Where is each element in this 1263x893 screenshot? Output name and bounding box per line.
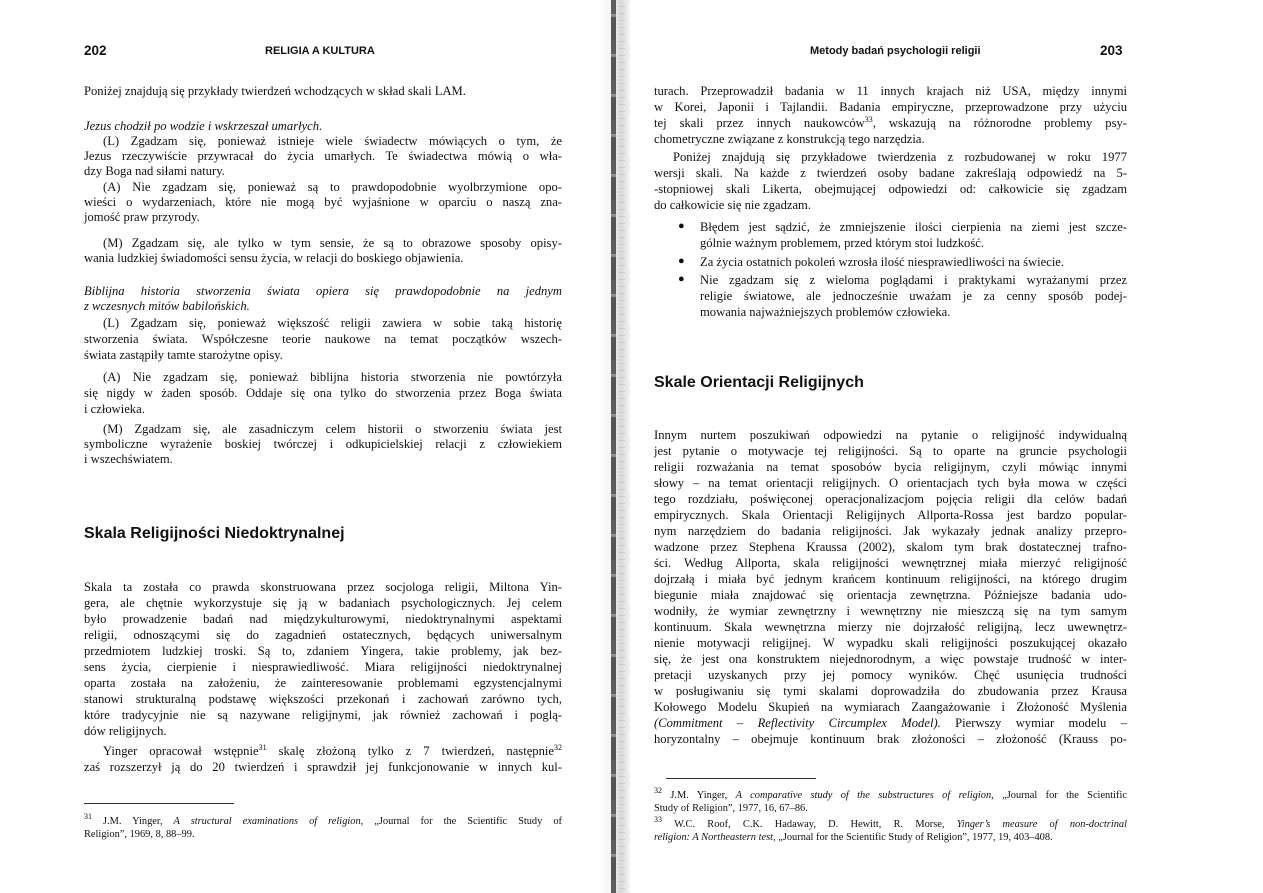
body-line: dojrzałą i miała być jednym krańcem kontinuum religijności, na którego drugim bbox=[654, 572, 1127, 586]
footnote-ref: 31 bbox=[258, 743, 267, 752]
item1-line: Jezus rzeczywiście przywracał do życia umarłych. Te świadectwa mówią o wła- bbox=[84, 149, 562, 163]
body-line: chometryczne związane z konstrukcją tego narzędzia. bbox=[654, 132, 925, 146]
body-line: Kołowego Modelu Skupień na wymiarach Zaangażowanie i Złożoność Myślenia bbox=[654, 700, 1127, 714]
binding-shadow bbox=[611, 0, 616, 893]
footnote-line: $^{33}$ W.C. Roof, C.K. Hadaway, D. Hewitt, R. Morse, Yinger’s measure of non-doctrinal bbox=[654, 815, 1128, 830]
body-line: oparta została na założeniu, że zainteresowanie problemami egzystencjalnymi bbox=[84, 676, 562, 690]
item2-statement: z wczesnych mitów babilońskich. bbox=[84, 299, 250, 313]
body-line: religii rozważania na temat sposobów bycia religijnym, czyli mówiąc innymi bbox=[654, 460, 1127, 474]
body-line: empirycznych. Skala Orientacji Religijnych Allporta-Rossa jest bardzo popular- bbox=[654, 508, 1127, 522]
bullet-item: Za życia ostatnich pokoleń wzrosła ilość niesprawiedliwości na świecie. bbox=[700, 255, 1065, 269]
footnote-line: $^{32}$ J.M. Yinger, A comparative study of the substructures of religion, „Journal for the Scientific bbox=[654, 786, 1127, 801]
item2-statement: Biblijna historia stworzenia świata opiera się prawdopodobnie na jednym bbox=[84, 284, 562, 298]
item1-line: (M) Zgadzam się, ale tylko w tym sensie, że są to obrazowe sposoby opisy- bbox=[103, 236, 562, 250]
bullet-item: Nie zgadzam się z wieloma poglądami i praktykami wyrażanymi przez bbox=[700, 273, 1127, 287]
bullet-item: religie światowe, ale jednocześnie uważam je za cenny sposób podej- bbox=[700, 289, 1127, 303]
body-line: które tradycyjnie nie są nazywane religijnymi, jak również zachowań i poglą- bbox=[84, 708, 562, 722]
bullet-item: gólnie ważnym problemem, przed którym stoi ludzkość. bbox=[700, 236, 984, 250]
item2-line: (L) Zgadzam się, ponieważ większość religii zawiera w sobie taką historię bbox=[103, 316, 562, 330]
body-line: się, że jest ona konstruktem niejednorodnym, a więc powstaje trudność w inter- bbox=[654, 652, 1127, 666]
footnote-rule bbox=[666, 778, 816, 779]
body-line: Skala ta została co prawda skonstruowana przez socjologa religii, Miltona Yin- bbox=[84, 580, 562, 594]
intro-line: Poniżej znajdują się przykłady twierdzeń wchodzących w skład skali LAM. bbox=[84, 84, 466, 98]
item1-line: dzy Boga nad siłami natury. bbox=[84, 164, 225, 178]
body-line: ści. Według Allporta, skala religijności wewnętrznej miała mierzyć religijność bbox=[654, 556, 1127, 570]
binding-texture bbox=[619, 0, 625, 893]
body-line: przedmiotem ludzkiej troski. Są to, zdaniem Yingera, takie problemy, jak bez- bbox=[84, 644, 562, 658]
body-line: stanowi strukturalną podstawę większości przekonań i zachowań zarówno tych, bbox=[84, 692, 562, 706]
body-line: słowy – na temat orientacji religijnych. O orientacjach tych była mowa w części bbox=[654, 476, 1127, 490]
body-line: Yinger opracował wstępnie$^{31}$ skalę złożoną tylko z 7 twierdzeń, następnie$^{32}$ bbox=[103, 743, 562, 758]
item2-line: symboliczne wyrażenie boskiej twórczej i odkupicielskiej relacji z człowiekiem bbox=[84, 437, 562, 451]
footnote-line: religion: A Northeastern test, „Journal for the Scientific Study of Religion”, 1977, 19, 403–408. bbox=[654, 832, 1053, 843]
item2-line: (M) Zgadzam się, ale zasadniczym celem historii o stworzeniu świata jest bbox=[103, 422, 562, 436]
body-line: gera, ale chętnie wykorzystuje się ją w badaniach psychologicznych. Jej celem bbox=[84, 596, 562, 610]
footnote-ref: 32 bbox=[553, 743, 562, 752]
footnote-line: $^{31}$ J.M. Yinger, A structural examinations of religion, „Journal for the Scientific Study of bbox=[84, 812, 562, 827]
body-line: kontinuum. Skala wewnętrzna mierzy nie dojrzałość religijną, lecz uwewnętrz- bbox=[654, 620, 1127, 634]
body-line: turach. Przeprowadził badania w 11 innych krajach niż USA, między innymi bbox=[654, 84, 1127, 98]
item1-line: wieści o wydarzeniach, które nie mogą być wyjaśnione w oparciu o naszą zna- bbox=[84, 195, 562, 209]
body-line: zaś rozszerzył ją do 20 twierdzeń i sprawdził jej funkcjonowanie w innych kul- bbox=[84, 760, 562, 774]
item2-line: i człowieka. bbox=[84, 402, 145, 416]
body-line: nym narzędziem do badania religijności. Jak wykazały jednak analizy przepro- bbox=[654, 524, 1127, 538]
bullet-icon: ● bbox=[678, 220, 685, 232]
body-line: biegunie miała znajdować się orientacja zewnętrzna. Późniejsze badania udo- bbox=[654, 588, 1127, 602]
section-heading: Skala Religijności Niedoktrynalnej bbox=[84, 525, 345, 542]
footnote-rule bbox=[84, 803, 234, 804]
section-heading: Skale Orientacji Religijnych bbox=[654, 374, 864, 391]
body-line: do całkowicie się nie zgadzam. bbox=[654, 198, 812, 212]
item2-line: i wszechświatem. bbox=[84, 452, 173, 466]
bullet-icon: ● bbox=[678, 273, 685, 285]
body-line: sens życia, cierpienie i niesprawiedliwość. Miara religijności niedoktrynalnej bbox=[84, 660, 562, 674]
body-line: (Commitment – Reflectivity Circumplex Model). Pierwszy wymiar modelu – bbox=[654, 716, 1127, 730]
item2-line: stworzenia świata. Współczesne teorie naukowe na temat początków wszech- bbox=[84, 332, 562, 346]
body-line: wodniły, że wymiar zewnętrzny i wewnętrzny nie mieszczą się na tym samym bbox=[654, 604, 1127, 618]
running-title: Metody badań psychologii religii bbox=[810, 45, 981, 57]
body-line: wersji skali. Na każde z twierdzeń osoby badane zakreślają odpowiedź na 5- bbox=[654, 166, 1127, 180]
body-line: dów religijnych. bbox=[84, 724, 167, 738]
body-line: Poniżej znajdują się przykładowe twierdzenia z rozbudowanej w roku 1977 bbox=[673, 150, 1127, 164]
body-line: jest pytanie o motywacje tej religijności. Są to oparte na gruncie psychologii bbox=[654, 444, 1127, 458]
footnote-line: Study of Religion”, 1977, 16, 67–86. bbox=[654, 803, 808, 814]
body-line: -stopniowej skali Likerta, obejmującej odpowiedzi od: całkowicie się zgadzam bbox=[654, 182, 1127, 196]
item1-line: (L) Zgadzam się, ponieważ istnieje wiele świadectw mówiących o tym, że bbox=[103, 134, 562, 148]
body-line: w Korei, Japonii i Tajlandii. Badania empiryczne, przeprowadzone przy użyciu bbox=[654, 100, 1127, 114]
item2-line: się nigdy w żaden sposób. Oddaje się ona tylko do stworzenia przez Boga świata bbox=[84, 386, 562, 400]
body-line: pretacji uzyskanych przy jej pomocy wyników. Chęć usunięcia trudności bbox=[654, 668, 1127, 682]
item1-line: (A) Nie zgadzam się, ponieważ są to prawdopodobnie wyolbrzymione opo- bbox=[103, 180, 562, 194]
page-number: 203 bbox=[1100, 43, 1123, 58]
page-number: 202 bbox=[84, 43, 107, 58]
bullet-item: Błędem jest sądzić, że zmniejszenie ilości cierpienia na ziemi jest szcze- bbox=[700, 220, 1127, 234]
footnote-line: Religion”, 1969, 8, 88–99. bbox=[84, 829, 195, 840]
item1-statement: Jezus chodził po wodzie i wskrzeszał umarłych. bbox=[84, 119, 323, 133]
item1-line: jomość praw przyrody. bbox=[84, 210, 200, 224]
bullet-icon: ● bbox=[678, 255, 685, 267]
body-line: religii, odnoszącymi się do zagadnień ostatecznych, będących uniwersalnym bbox=[84, 628, 562, 642]
footnote-ref: 33 bbox=[864, 115, 873, 124]
body-line: w posługiwaniu się tymi skalami doprowadziła do zbudowania przez Krausa bbox=[654, 684, 1127, 698]
item1-line: wania ludzkiej świadomości sensu życia, w relacji do boskiego objawienia. bbox=[84, 251, 464, 265]
body-line: horyzontalny – obejmuje kontinuum brak złożoności – złożoność (Krauss po- bbox=[654, 732, 1127, 746]
item2-line: świata zastąpiły tamte starożytne opisy. bbox=[84, 348, 283, 362]
item2-line: (A) Nie zgadzam się, ponieważ biblijna historia stworzenia nie powtórzyła bbox=[103, 370, 562, 384]
body-line: nienie motywacji religijnej. W wypadku skali religijności poszukującej okazało bbox=[654, 636, 1127, 650]
running-title: RELIGIA A KULTURA bbox=[265, 45, 375, 57]
bullet-item: mowania najważniejszych problemów człowieka. bbox=[700, 305, 951, 319]
body-line: wadzone przez Stephena Kraussa (2002), skalom tym brak dostatecznej trafno- bbox=[654, 540, 1127, 554]
body-line: Innym nurtem poszukiwań odpowiedzi na pytanie o religijność indywidualną bbox=[654, 428, 1127, 442]
body-line: było prowadzenie badań nad międzykulturowymi, niedoktrynalnymi aspektami bbox=[84, 612, 562, 626]
body-line: tej skali przez innych naukowców$^{33}$, wskazują na różnorodne problemy psy- bbox=[654, 115, 1127, 130]
body-line: tego rozdziału, poświęconej operacjonalizacjom pojęcia religii dla celów badań bbox=[654, 492, 1127, 506]
